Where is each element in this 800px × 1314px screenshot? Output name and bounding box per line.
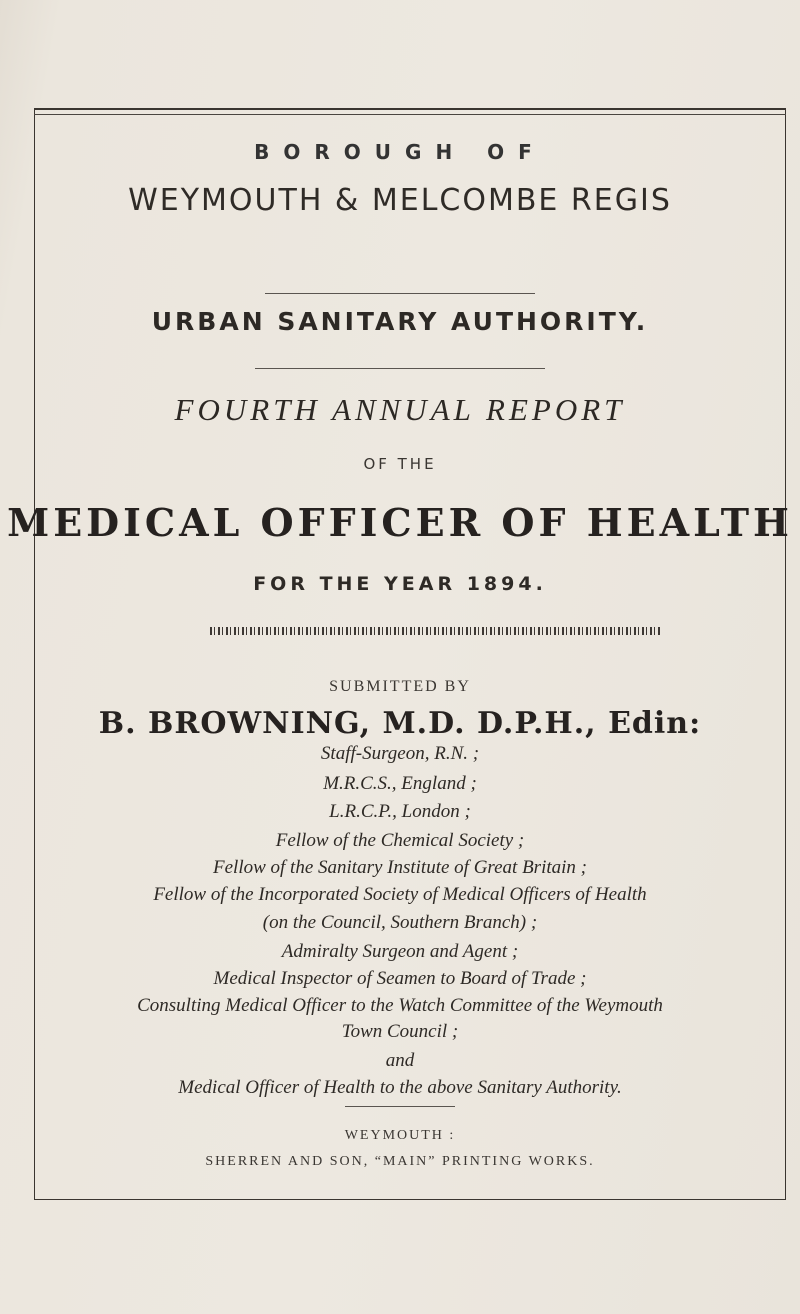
authority-heading: URBAN SANITARY AUTHORITY. [151, 307, 649, 336]
qualification-line: (on the Council, Southern Branch) ; [262, 912, 538, 933]
year-line: FOR THE YEAR 1894. [253, 573, 547, 595]
report-title: FOURTH ANNUAL REPORT [174, 392, 626, 427]
imprint-printer: SHERREN AND SON, “MAIN” PRINTING WORKS. [205, 1154, 595, 1169]
author-name: B. BROWNING, M.D. D.P.H., Edin: [98, 706, 702, 741]
town-heading: WEYMOUTH & MELCOMBE REGIS [128, 183, 672, 218]
qualification-line: L.R.C.P., London ; [329, 801, 471, 822]
qualification-line: Staff-Surgeon, R.N. ; [320, 743, 480, 764]
qualification-line: Medical Officer of Health to the above Sanitary Authority. [178, 1077, 622, 1098]
borough-heading: BOROUGH OF [254, 140, 546, 164]
qualification-line: Town Council ; [341, 1021, 459, 1042]
divider-rule [255, 368, 545, 369]
qualification-line: and [385, 1050, 415, 1071]
qualification-line: Fellow of the Incorporated Society of Medical Officers of Health [153, 884, 647, 905]
submitted-by-label: SUBMITTED BY [329, 678, 471, 695]
qualification-line: Admiralty Surgeon and Agent ; [281, 941, 519, 962]
qualification-line: Consulting Medical Officer to the Watch Committee of the Weymouth [137, 995, 663, 1016]
qualification-line: M.R.C.S., England ; [323, 773, 477, 794]
qualification-line: Fellow of the Chemical Society ; [275, 830, 525, 851]
qualification-line: Medical Inspector of Seamen to Board of Trade ; [213, 968, 587, 989]
office-title: MEDICAL OFFICER OF HEALTH [7, 500, 793, 545]
imprint-place: WEYMOUTH : [344, 1128, 456, 1143]
qualification-line: Fellow of the Sanitary Institute of Great Britain ; [213, 857, 587, 878]
ornamental-rule [210, 627, 660, 635]
top-border-rule [34, 114, 786, 115]
of-the-text: OF THE [363, 455, 437, 473]
divider-rule [345, 1106, 455, 1107]
divider-rule [265, 293, 535, 294]
